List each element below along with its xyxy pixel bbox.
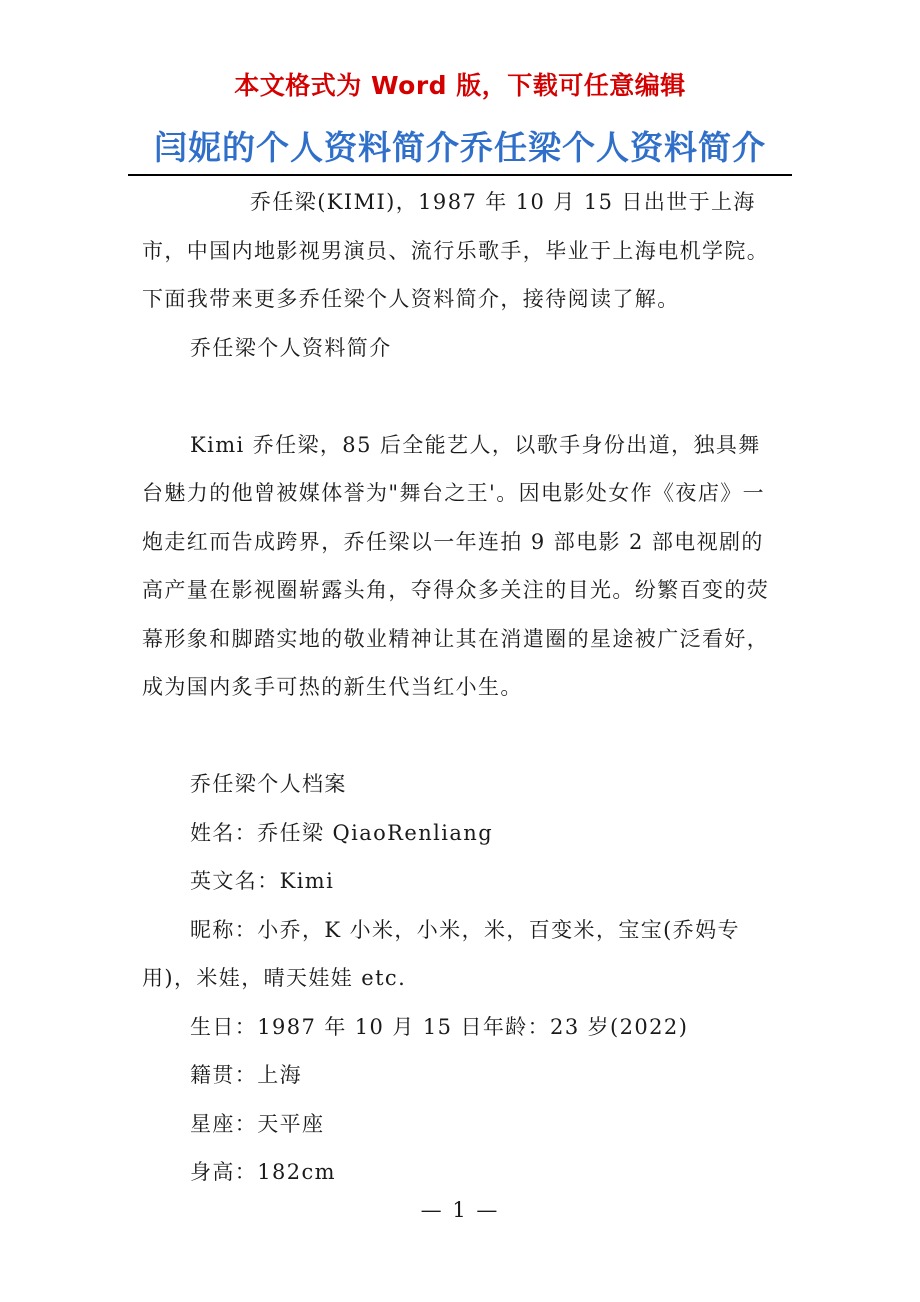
hometown-line: 籍贯：上海 (190, 1063, 302, 1087)
section-heading-profile: 乔任梁个人资料简介 (190, 335, 392, 360)
title-divider (128, 174, 792, 176)
height-line: 身高：182cm (190, 1160, 336, 1184)
section-heading-archive: 乔任梁个人档案 (190, 772, 347, 796)
birthday-line: 生日：1987 年 10 月 15 日年龄：23 岁(2022) (190, 1014, 689, 1039)
blank-line (142, 372, 782, 421)
blank-line (142, 712, 782, 761)
intro-paragraph: 乔任梁(KIMI)，1987 年 10 月 15 日出世于上海市，中国内地影视男演员、流行乐歌手，毕业于上海电机学院。下面我带来更多乔任梁个人资料简介，接待阅读了解。 (142, 190, 770, 311)
page-number: — 1 — (420, 1198, 500, 1222)
document-body (142, 178, 782, 1197)
english-name-line: 英文名：Kimi (190, 869, 335, 893)
nickname-line: 昵称：小乔，K 小米，小米，米，百变米，宝宝(乔妈专用)，米娃，晴天娃娃 etc. (142, 917, 740, 990)
name-line: 姓名：乔任梁 QiaoRenliang (190, 820, 494, 845)
word-format-banner: 本文格式为 Word 版，下载可任意编辑 (234, 71, 686, 100)
document-title: 闫妮的个人资料简介乔任梁个人资料简介 (154, 128, 766, 167)
constellation-line: 星座：天平座 (190, 1111, 325, 1136)
bio-paragraph: Kimi 乔任梁，85 后全能艺人，以歌手身份出道，独具舞台魅力的他曾被媒体誉为"舞台之王'。因电影处女作《夜店》一炮走红而告成跨界，乔任梁以一年连拍 9 部电影 2 部电视剧的高产量在影视圈崭露头角，夺得众多关注的目光。纷繁百变的荧幕形象和脚踏实地的敬业精神让其在消遣圈的星途被广泛看好，成为国内炙手可热的新生代当红小生。 (142, 432, 770, 699)
